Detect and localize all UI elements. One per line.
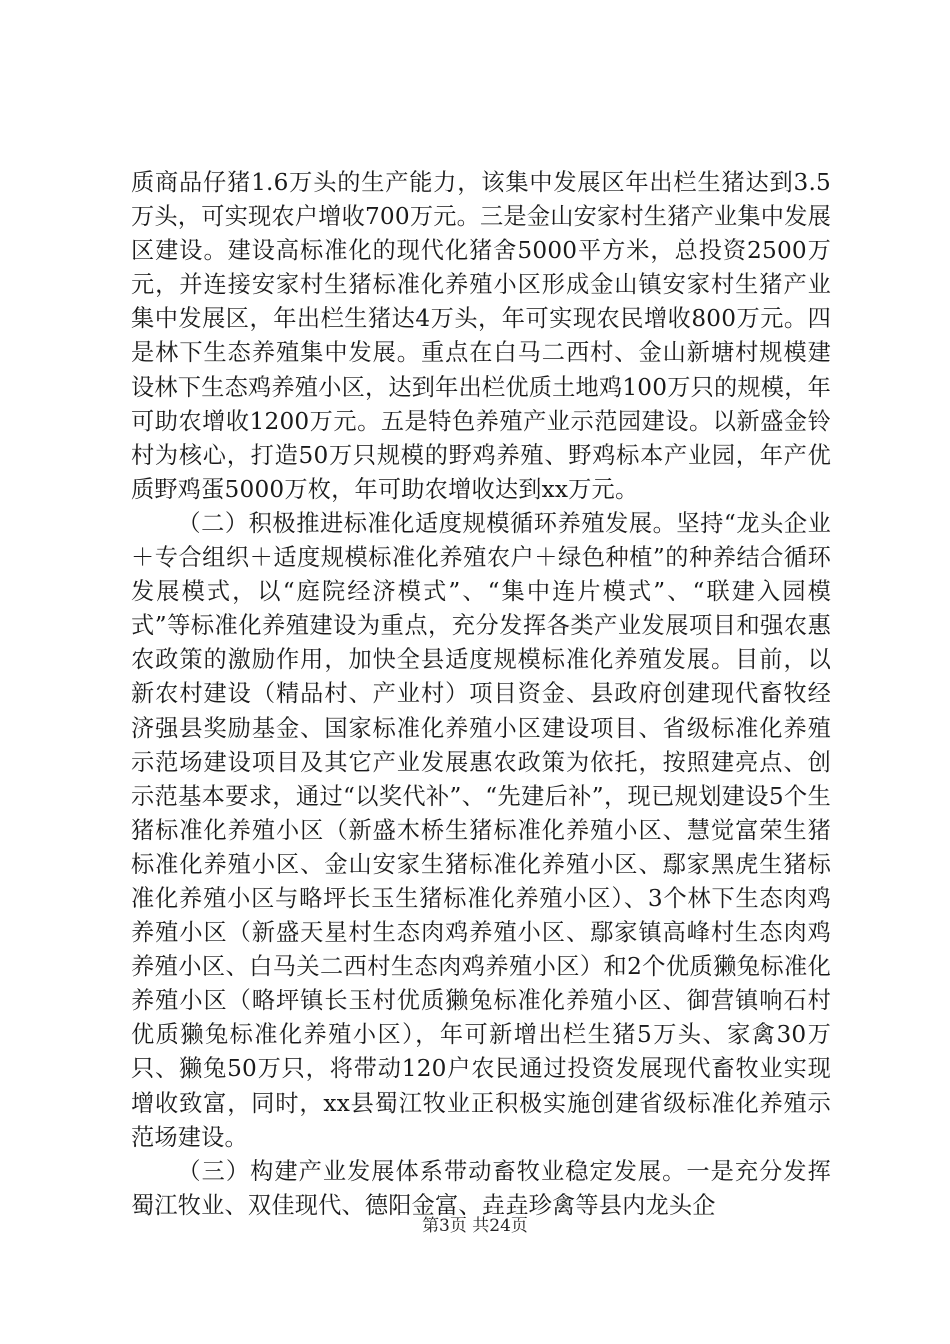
paragraph-2: （二）积极推进标准化适度规模循环养殖发展。坚持“龙头企业＋专合组织＋适度规模标准化养殖农户＋绿色种植”的种养结合循环发展模式，以“庭院经济模式”、“集中连片模式”、“联建入园模式”等标准化养殖建设为重点，充分发挥各类产业发展项目和强农惠农政策的激励作用，加快全县适度规模标准化养殖发展。目前，以新农村建设（精品村、产业村）项目资金、县政府创建现代畜牧经济强县奖励基金、国家标准化养殖小区建设项目、省级标准化养殖示范场建设项目及其它产业发展惠农政策为依托，按照建亮点、创示范基本要求，通过“以奖代补”、“先建后补”，现已规划建设5个生猪标准化养殖小区（新盛木桥生猪标准化养殖小区、慧觉富荣生猪标准化养殖小区、金山安家生猪标准化养殖小区、鄢家黑虎生猪标准化养殖小区与略坪长玉生猪标准化养殖小区）、3个林下生态肉鸡养殖小区（新盛天星村生态肉鸡养殖小区、鄢家镇高峰村生态肉鸡养殖小区、白马关二西村生态肉鸡养殖小区）和2个优质獭兔标准化养殖小区（略坪镇长玉村优质獭兔标准化养殖小区、御营镇响石村优质獭兔标准化养殖小区），年可新增出栏生猪5万头、家禽30万只、獭兔50万只，将带动120户农民通过投资发展现代畜牧业实现增收致富，同时，xx县蜀江牧业正积极实施创建省级标准化养殖示范场建设。 xyxy=(131,509,831,1151)
document-body xyxy=(131,166,831,1223)
paragraph-1: 质商品仔猪1.6万头的生产能力，该集中发展区年出栏生猪达到3.5万头，可实现农户增收700万元。三是金山安家村生猪产业集中发展区建设。建设高标准化的现代化猪舍5000平方米，总投资2500万元，并连接安家村生猪标准化养殖小区形成金山镇安家村生猪产业集中发展区，年出栏生猪达4万头，年可实现农民增收800万元。四是林下生态养殖集中发展。重点在白马二西村、金山新塘村规模建设林下生态鸡养殖小区，达到年出栏优质土地鸡100万只的规模，年可助农增收1200万元。五是特色养殖产业示范园建设。以新盛金铃村为核心，打造50万只规模的野鸡养殖、野鸡标本产业园，年产优质野鸡蛋5000万枚，年可助农增收达到xx万元。 xyxy=(131,169,831,503)
paragraph-3: （三）构建产业发展体系带动畜牧业稳定发展。一是充分发挥蜀江牧业、双佳现代、德阳金富、垚垚珍禽等县内龙头企 xyxy=(131,1157,831,1219)
page-number-footer: 第3页 共24页 xyxy=(422,1216,528,1236)
